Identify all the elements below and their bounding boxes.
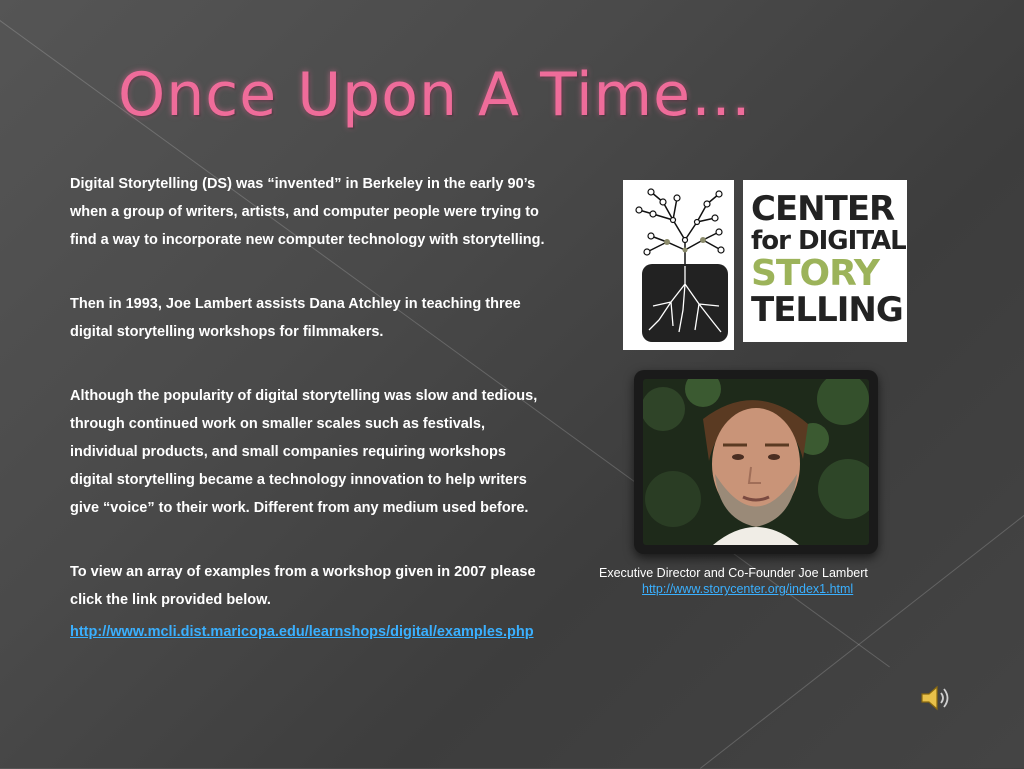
tree-roots-icon xyxy=(623,180,734,350)
logo-line-story: STORY xyxy=(751,253,879,294)
photo-caption: Executive Director and Co-Founder Joe Lambert xyxy=(599,566,868,580)
center-for-digital-storytelling-logo xyxy=(743,180,907,342)
slide-title: Once Upon A Time… xyxy=(118,60,752,130)
speaker-icon[interactable] xyxy=(920,683,954,713)
paragraph-origin: Digital Storytelling (DS) was “invented” in Berkeley in the early 90’s when a group of writers, artists, and computer people were trying to find a way to incorporate new computer technology with storytelling. xyxy=(70,176,545,248)
examples-link[interactable]: http://www.mcli.dist.maricopa.edu/learnshops/digital/examples.php xyxy=(70,624,534,640)
portrait-photo xyxy=(643,379,869,545)
logo-line-for-digital: for DIGITAL xyxy=(751,226,906,256)
paragraph-examples: To view an array of examples from a workshop given in 2007 please click the link provided below. xyxy=(70,564,536,608)
logo-line-center: CENTER xyxy=(751,189,895,229)
paragraph-1993: Then in 1993, Joe Lambert assists Dana Atchley in teaching three digital storytelling workshops for filmmakers. xyxy=(70,296,521,340)
storycenter-link[interactable]: http://www.storycenter.org/index1.html xyxy=(642,582,854,596)
logo-line-telling: TELLING xyxy=(751,290,903,330)
portrait-frame xyxy=(634,370,878,554)
paragraph-popularity: Although the popularity of digital storytelling was slow and tedious, through continued work on smaller scales such as festivals, individual products, and small companies requiring workshops digital storytelling became a technology innovation to help writers give “voice” to their work. Different from any medium used before. xyxy=(70,388,538,516)
body-text xyxy=(70,170,552,646)
